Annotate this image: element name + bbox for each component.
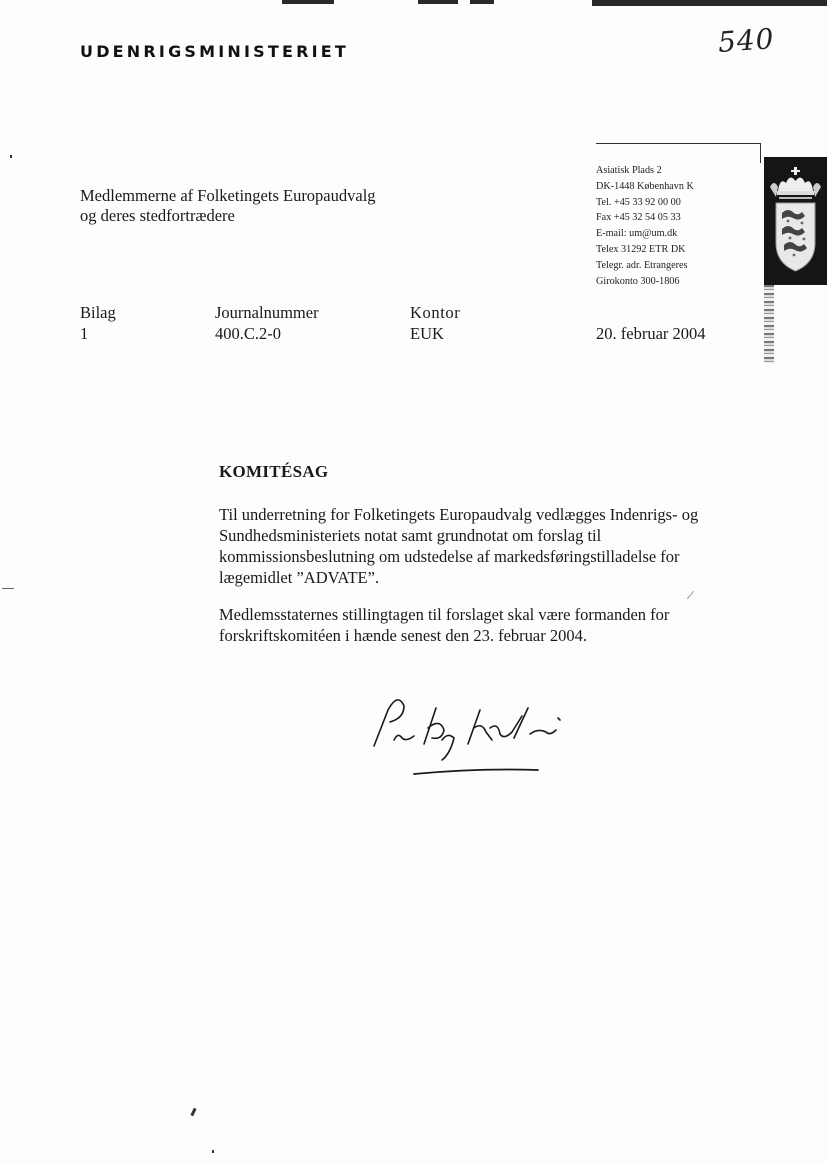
sender-address-block [596, 163, 694, 289]
address-line: Telex 31292 ETR DK [596, 243, 686, 255]
recipient-block [80, 186, 376, 226]
address-line: E-mail: um@um.dk [596, 228, 678, 240]
body-paragraph: Medlemsstaternes stillingtagen til forslaget skal være formanden for forskriftskomitéen i hænde senest den 23. februar 2004. [219, 605, 670, 645]
address-line: Telegr. adr. Etrangeres [596, 259, 688, 271]
stray-mark [687, 591, 694, 599]
address-line: Fax +45 32 54 05 33 [596, 212, 681, 224]
bilag-label: Bilag [80, 303, 116, 322]
office-label: Kontor [410, 303, 461, 322]
stray-mark [212, 1150, 214, 1153]
address-rule [596, 143, 760, 144]
handwritten-document-number: 540 [716, 22, 776, 59]
body-paragraph: Til underretning for Folketingets Europaudvalg vedlægges Indenrigs- og Sundhedsministeriets notat samt grundnotat om forslag til kommissionsbeslutning om udstedelse af markedsføringstilladelse for lægemidlet ”ADVATE”. [219, 505, 699, 587]
bilag-value: 1 [80, 324, 89, 343]
stray-mark [10, 155, 12, 158]
letter-date: 20. februar 2004 [596, 324, 706, 343]
scan-edge-mark [470, 0, 494, 4]
ministry-letterhead: UDENRIGSMINISTERIET [80, 42, 350, 61]
journal-number-label: Journalnummer [215, 303, 319, 322]
stray-mark [190, 1108, 196, 1117]
recipient-line: Medlemmerne af Folketingets Europaudvalg [80, 186, 376, 205]
address-line: Girokonto 300-1806 [596, 275, 680, 287]
handwritten-signature [368, 688, 588, 778]
scan-edge-mark [282, 0, 334, 4]
recipient-line: og deres stedfortrædere [80, 206, 235, 225]
address-line: Tel. +45 33 92 00 00 [596, 196, 681, 208]
coat-of-arms-band [764, 157, 827, 285]
stray-mark [2, 588, 14, 589]
address-line: DK-1448 København K [596, 180, 694, 192]
address-line: Asiatisk Plads 2 [596, 165, 662, 176]
document-heading: KOMITÉSAG [219, 462, 329, 481]
scan-edge-mark [592, 0, 827, 6]
journal-number-value: 400.C.2-0 [215, 324, 281, 343]
address-rule [760, 143, 761, 163]
scan-edge-mark [764, 285, 774, 363]
coat-of-arms-icon [764, 157, 827, 285]
scan-edge-mark [418, 0, 458, 4]
office-value: EUK [410, 324, 444, 343]
